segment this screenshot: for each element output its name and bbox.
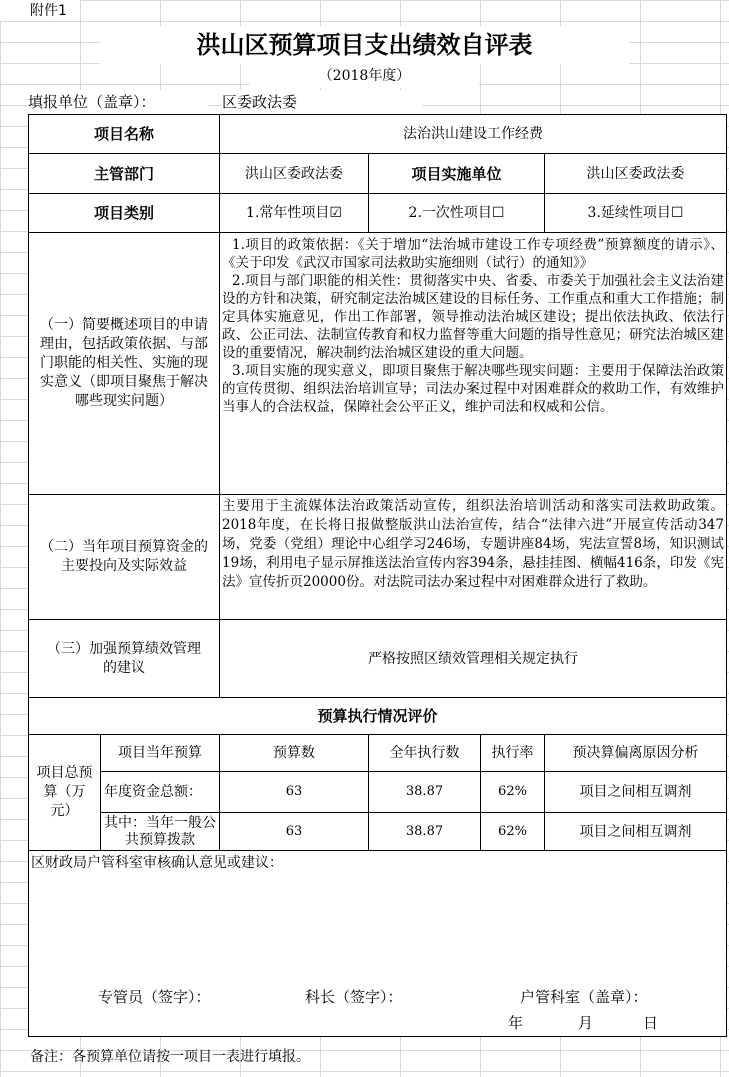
table-line (544, 153, 545, 232)
section2-label: （二）当年项目预算资金的主要投向及实际效益 (29, 495, 219, 619)
page-title: 洪山区预算项目支出绩效自评表 (100, 26, 629, 64)
budget-row-rate: 62% (481, 813, 544, 850)
date-year: 年 (508, 1014, 524, 1032)
budget-header-rate: 执行率 (481, 735, 544, 771)
date-month: 月 (578, 1014, 594, 1032)
section3-value: 严格按照区绩效管理相关规定执行 (220, 620, 726, 697)
budget-row-executed: 38.87 (369, 813, 480, 850)
budget-row-name: 年度资金总额： (101, 772, 219, 812)
table-line (100, 812, 727, 813)
section1-content (222, 236, 724, 492)
department-label: 主管部门 (29, 154, 219, 193)
impl-unit-label: 项目实施单位 (369, 154, 544, 193)
sign-chief: 科长（签字）： (305, 988, 403, 1006)
project-name-label: 项目名称 (29, 115, 219, 153)
checkbox-checked-icon: ☑ (329, 205, 342, 221)
category-label: 项目类别 (29, 194, 219, 232)
section3-label: （三）加强预算绩效管理的建议 (29, 620, 219, 697)
budget-row-budget: 63 (220, 772, 368, 812)
table-line (28, 193, 727, 194)
table-line (544, 734, 545, 850)
budget-header-reason: 预决算偏离原因分析 (545, 735, 726, 771)
department-value: 洪山区委政法委 (220, 154, 368, 193)
budget-side-label: 项目总预算（万元） (29, 735, 100, 850)
unit-label: 填报单位（盖章）： (28, 90, 208, 114)
table-line (219, 734, 220, 850)
unit-value: 区委政法委 (222, 90, 422, 114)
sign-officer: 专管员（签字）： (98, 988, 211, 1006)
section1-paragraph: 1.项目的政策依据：《关于增加“法治城市建设工作专项经费”预算额度的请示》、《关于印发《武汉市国家司法救助实施细则（试行）的通知》》 (222, 237, 724, 271)
eval-header: 预算执行情况评价 (29, 698, 726, 734)
attachment-label: 附件1 (0, 0, 80, 21)
table-line (100, 734, 101, 850)
table-line (28, 697, 727, 698)
category-option-3[interactable]: 3.延续性项目 ☐ (545, 194, 726, 232)
table-line (28, 153, 727, 154)
table-line (28, 494, 727, 495)
table-line (368, 153, 369, 232)
section2-content: 主要用于主流媒体法治政策活动宣传，组织法治培训活动和落实司法救助政策。2018年度，在长将日报做整版洪山法治宣传，结合“法律六进”开展宣传活动347场，党委（党组）理论中心组学习246场，专题讲座84场，宪法宣誓8场，知识测试19场，利用电子显示屏推送法治宣传内容394条，悬挂挂图、横幅416条，印发《宪法》宣传折页20000份。对法院司法办案过程中对困难群众进行了救助。 (222, 498, 724, 590)
budget-row-budget: 63 (220, 813, 368, 850)
table-line (368, 734, 369, 850)
budget-header-executed: 全年执行数 (369, 735, 480, 771)
finance-opinion-label: 区财政局户管科室审核确认意见或建议： (31, 855, 283, 871)
date-day: 日 (643, 1014, 659, 1032)
budget-row-reason: 项目之间相互调剂 (545, 772, 726, 812)
table-line (28, 734, 727, 735)
table-line (100, 771, 727, 772)
budget-row-name: 其中：当年一般公共预算拨款 (101, 813, 219, 850)
budget-header-name: 项目当年预算 (101, 735, 219, 771)
footnote: 备注：各预算单位请按一项目一表进行填报。 (30, 1049, 310, 1065)
section1-paragraph: 3.项目实施的现实意义，即项目聚焦于解决哪些现实问题：主要用于保障法治政策的宣传贯彻、组织法治培训宣导；司法办案过程中对困难群众的救助工作，有效维护当事人的合法权益，保障社会公平正义，维护司法和权威和公信。 (222, 363, 724, 415)
budget-header-budget: 预算数 (220, 735, 368, 771)
budget-row-executed: 38.87 (369, 772, 480, 812)
table-line (28, 850, 727, 851)
section1-label: （一）简要概述项目的申请理由，包括政策依据、与部门职能的相关性、实施的现实意义（即项目聚焦于解决哪些现实问题） (29, 233, 219, 494)
table-line (480, 734, 481, 850)
table-line (28, 619, 727, 620)
checkbox-empty-icon: ☐ (670, 205, 684, 221)
budget-row-reason: 项目之间相互调剂 (545, 813, 726, 850)
impl-unit-value: 洪山区委政法委 (545, 154, 726, 193)
table-line (219, 114, 220, 697)
project-name-value: 法治洪山建设工作经费 (220, 115, 726, 153)
sign-office: 户管科室（盖章）： (520, 988, 648, 1006)
checkbox-empty-icon: ☐ (491, 205, 505, 221)
report-year: （2018年度） (250, 64, 479, 88)
section1-paragraph: 2.项目与部门职能的相关性：贯彻落实中央、省委、市委关于加强社会主义法治建设的方针和决策，研究制定法治城区建设的目标任务、工作重点和重大工作措施；制定具体实施意见，作出工作部署，领导推动法治城区建设；提出依法执政、依法行政、公正司法、法制宣传教育和权力监督等重大问题的指导性意见；研究法治城区建设的重要情况，解决制约法治城区建设的重大问题。 (222, 273, 724, 361)
category-option-1[interactable]: 1.常年性项目 ☑ (220, 194, 368, 232)
category-option-2[interactable]: 2.一次性项目 ☐ (369, 194, 544, 232)
budget-row-rate: 62% (481, 772, 544, 812)
table-line (28, 232, 727, 233)
